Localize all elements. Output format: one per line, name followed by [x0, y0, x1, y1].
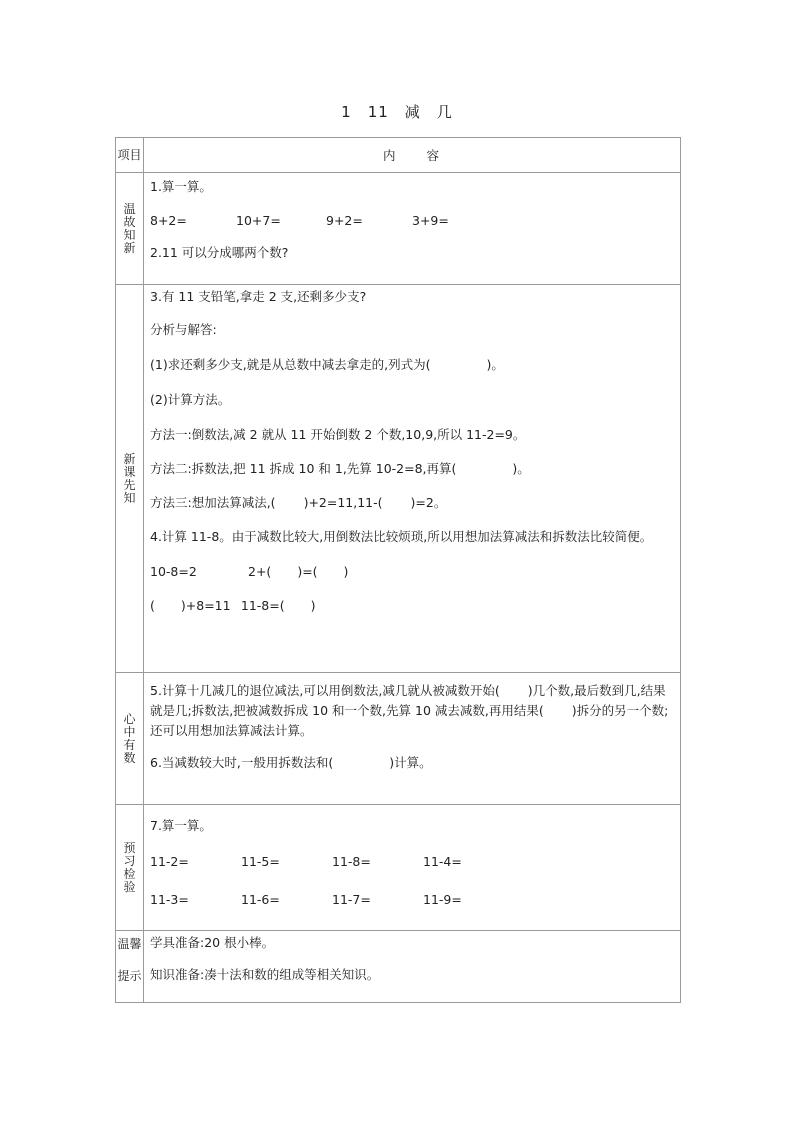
question-6: 6.当减数较大时,一般用拆数法和( )计算。 — [150, 755, 432, 770]
new-lesson-label: 新 课 先 知 — [116, 285, 144, 673]
question-7-row-2: 11-3= 11-6= 11-7= 11-9= — [150, 892, 462, 907]
question-1-items: 8+2= 10+7= 9+2= 3+9= — [150, 213, 449, 228]
method-3: 方法三:想加法算减法,( )+2=11,11-( )=2。 — [150, 495, 447, 510]
in-mind-row — [116, 673, 681, 805]
page-title: 1 11 减 几 — [341, 103, 453, 121]
new-lesson-content — [144, 285, 681, 673]
lesson-table — [115, 137, 681, 1003]
question-1: 1.算一算。 — [150, 179, 212, 194]
method-1: 方法一:倒数法,减 2 就从 11 开始倒数 2 个数,10,9,所以 11-2=9。 — [150, 427, 526, 442]
preview-content — [144, 805, 681, 931]
in-mind-label: 心 中 有 数 — [116, 673, 144, 805]
review-label: 温 故 知 新 — [116, 173, 144, 285]
header-content-label: 内 容 — [144, 138, 681, 173]
part-2: (2)计算方法。 — [150, 392, 231, 407]
question-7: 7.算一算。 — [150, 818, 212, 833]
tips-row — [116, 931, 681, 1003]
table-header-row — [116, 138, 681, 173]
question-4-row-1: 10-8=2 2+( )=( ) — [150, 564, 349, 579]
review-content — [144, 173, 681, 285]
question-5: 5.计算十几减几的退位减法,可以用倒数法,减几就从被减数开始( )几个数,最后数到几,结果就是几;拆数法,把被减数拆成 10 和一个数,先算 10 减去减数,再用结果( )拆分的另一个数;还可以用想加法算减法计算。 — [150, 683, 669, 738]
question-4-row-2: ( )+8=11 11-8=( ) — [150, 598, 316, 613]
question-3: 3.有 11 支铅笔,拿走 2 支,还剩多少支? — [150, 289, 367, 304]
tip-knowledge: 知识准备:凑十法和数的组成等相关知识。 — [150, 967, 380, 982]
question-2: 2.11 可以分成哪两个数? — [150, 245, 289, 260]
tip-tools: 学具准备:20 根小棒。 — [150, 935, 275, 950]
preview-row — [116, 805, 681, 931]
question-7-row-1: 11-2= 11-5= 11-8= 11-4= — [150, 854, 462, 869]
in-mind-content — [144, 673, 681, 805]
question-4: 4.计算 11-8。由于减数比较大,用倒数法比较烦琐,所以用想加法算减法和拆数法比较简便。 — [150, 529, 653, 544]
preview-label: 预 习 检 验 — [116, 805, 144, 931]
tips-content — [144, 931, 681, 1003]
tips-label: 温馨 提示 — [116, 931, 144, 1003]
new-lesson-row — [116, 285, 681, 673]
analysis-label: 分析与解答: — [150, 322, 217, 337]
header-item-label: 项目 — [116, 138, 144, 173]
method-2: 方法二:拆数法,把 11 拆成 10 和 1,先算 10-2=8,再算( )。 — [150, 461, 530, 476]
review-row — [116, 173, 681, 285]
part-1: (1)求还剩多少支,就是从总数中减去拿走的,列式为( )。 — [150, 357, 504, 372]
